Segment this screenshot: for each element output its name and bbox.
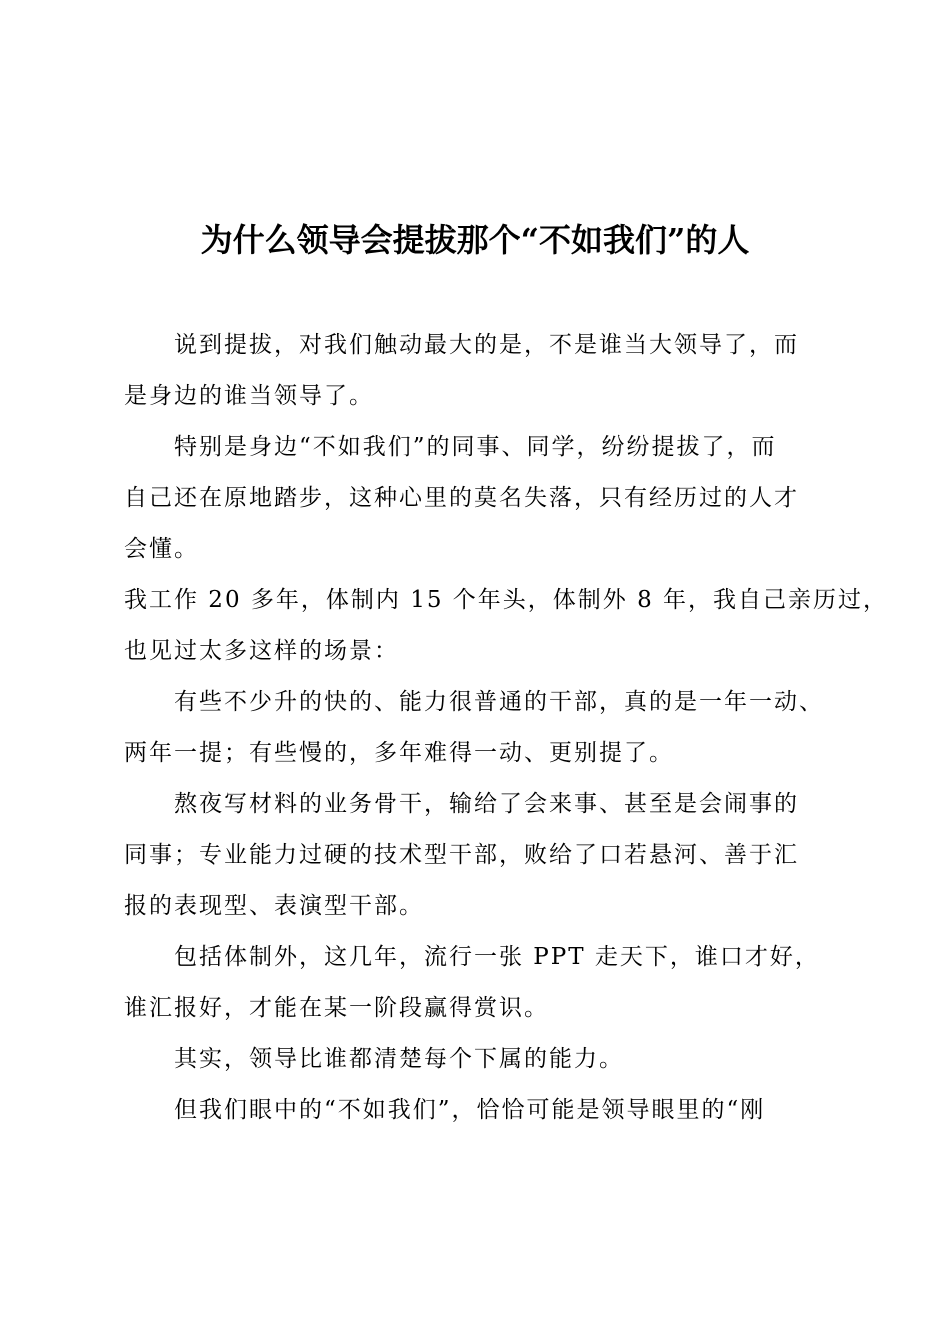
text-line: 其实，领导比谁都清楚每个下属的能力。 bbox=[174, 1046, 624, 1072]
text-line: 会懂。 bbox=[124, 536, 199, 562]
text-line: 也见过太多这样的场景： bbox=[124, 638, 399, 664]
text-line: 熬夜写材料的业务骨干，输给了会来事、甚至是会闹事的 bbox=[174, 791, 799, 817]
document-title: 为什么领导会提拔那个“不如我们”的人 bbox=[200, 221, 750, 259]
text-line: 包括体制外，这几年，流行一张 PPT 走天下，谁口才好， bbox=[174, 944, 820, 970]
text-line: 但我们眼中的“不如我们”，恰恰可能是领导眼里的“刚 bbox=[174, 1097, 766, 1123]
text-line: 我工作 20 多年，体制内 15 个年头，体制外 8 年，我自己亲历过， bbox=[124, 587, 889, 613]
text-line: 两年一提；有些慢的，多年难得一动、更别提了。 bbox=[124, 740, 674, 766]
text-line: 同事；专业能力过硬的技术型干部，败给了口若悬河、善于汇 bbox=[124, 842, 799, 868]
text-line: 特别是身边“不如我们”的同事、同学，纷纷提拔了，而 bbox=[174, 434, 777, 460]
text-line: 谁汇报好，才能在某一阶段赢得赏识。 bbox=[124, 995, 549, 1021]
text-line: 是身边的谁当领导了。 bbox=[124, 383, 374, 409]
text-line: 有些不少升的快的、能力很普通的干部，真的是一年一动、 bbox=[174, 689, 824, 715]
text-line: 自己还在原地踏步，这种心里的莫名失落，只有经历过的人才 bbox=[124, 485, 799, 511]
text-line: 说到提拔，对我们触动最大的是，不是谁当大领导了，而 bbox=[174, 332, 799, 358]
text-line: 报的表现型、表演型干部。 bbox=[124, 893, 424, 919]
document-body bbox=[124, 320, 889, 1136]
